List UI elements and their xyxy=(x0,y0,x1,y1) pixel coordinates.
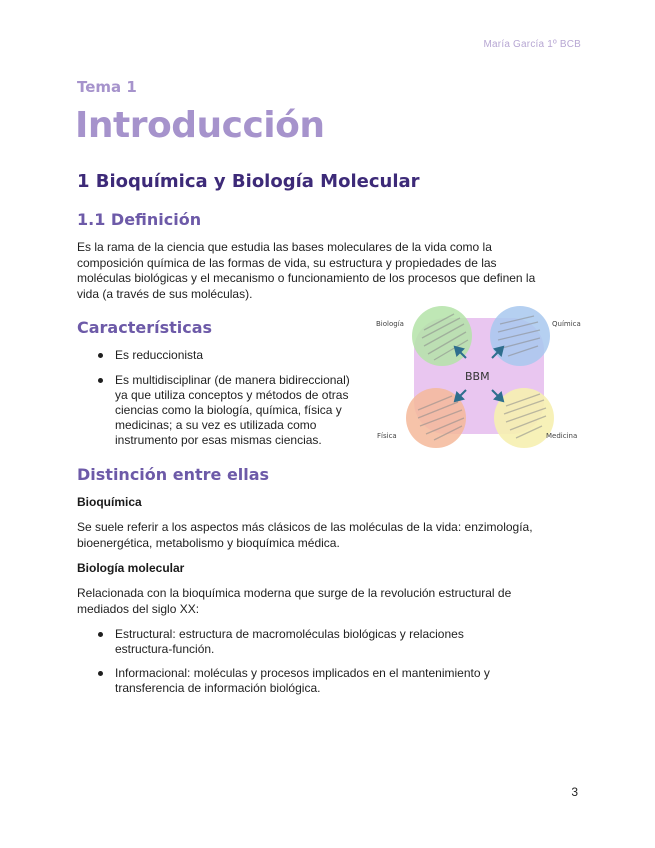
text-line: instrumento por esas mismas ciencias. xyxy=(115,433,322,447)
text-line: bioenergética, metabolismo y bioquímica médica. xyxy=(77,535,340,550)
list-item xyxy=(77,348,377,363)
chapter-label: Tema 1 xyxy=(77,78,137,96)
label-medicina: Medicina xyxy=(546,432,578,440)
biologia-molecular-paragraph xyxy=(77,586,511,617)
text-line: mediados del siglo XX: xyxy=(77,601,200,616)
biologia-molecular-list xyxy=(77,627,557,705)
subheading-bioquimica: Bioquímica xyxy=(77,495,142,509)
bioquimica-paragraph xyxy=(77,520,533,551)
page-title: Introducción xyxy=(75,105,325,146)
definicion-paragraph xyxy=(77,240,535,302)
text-line: transferencia de información biológica. xyxy=(115,681,321,695)
text-line: Es multidisciplinar (de manera bidireccional) xyxy=(115,373,350,387)
subheading-biologia-molecular: Biología molecular xyxy=(77,561,185,575)
text-line: composición química de las formas de vida, su estructura y propiedades de las xyxy=(77,255,497,270)
text-line: Es reduccionista xyxy=(115,348,204,362)
text-line: Es la rama de la ciencia que estudia las bases moleculares de la vida como la xyxy=(77,240,492,254)
quimica-circle xyxy=(490,306,550,366)
label-biologia: Biología xyxy=(376,320,404,328)
label-quimica: Química xyxy=(552,320,581,328)
bbm-venn-diagram xyxy=(374,300,588,452)
text-line: Estructural: estructura de macromoléculas biológicas y relaciones xyxy=(115,627,464,641)
text-line: Informacional: moléculas y procesos implicados en el mantenimiento y xyxy=(115,666,490,680)
list-item xyxy=(77,666,557,696)
section-heading-distincion: Distinción entre ellas xyxy=(77,465,270,484)
text-line: Relacionada con la bioquímica moderna que surge de la revolución estructural de xyxy=(77,586,512,600)
section-heading-caracteristicas: Características xyxy=(77,318,213,337)
text-line: moléculas biológicas y el mecanismo o funcionamiento de los procesos que definen la xyxy=(77,271,536,285)
label-fisica: Física xyxy=(377,432,397,440)
header-author: María García 1º BCB xyxy=(483,39,581,50)
section-heading-1: 1 Bioquímica y Biología Molecular xyxy=(77,171,420,192)
text-line: ya que utiliza conceptos y métodos de otras xyxy=(115,388,349,402)
text-line: vida (a través de sus moléculas). xyxy=(77,286,253,301)
text-line: medicinas; a su vez es utilizada como xyxy=(115,418,317,432)
text-line: ciencias como la biología, química, física y xyxy=(115,403,342,417)
text-line: Se suele referir a los aspectos más clásicos de las moléculas de la vida: enzimología, xyxy=(77,520,533,534)
center-label: BBM xyxy=(465,370,490,383)
list-item xyxy=(77,627,557,657)
text-line: estructura-función. xyxy=(115,642,215,656)
section-heading-definicion: 1.1 Definición xyxy=(77,210,202,229)
list-item xyxy=(77,373,377,448)
page-number: 3 xyxy=(571,785,578,799)
caracteristicas-list xyxy=(77,348,377,457)
